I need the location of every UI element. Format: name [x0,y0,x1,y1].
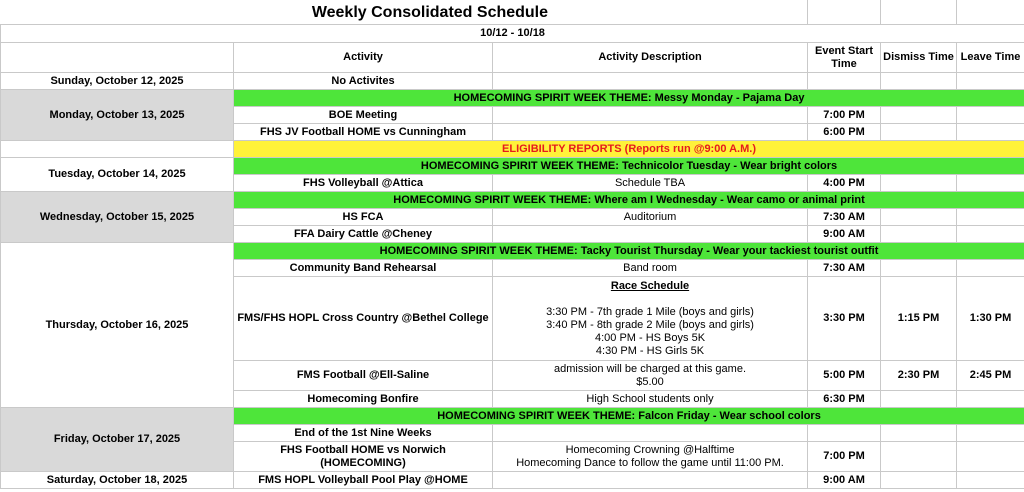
description-cell: Schedule TBA [493,175,808,192]
activity-cell: FHS JV Football HOME vs Cunningham [234,124,493,141]
activity-cell: FHS Football HOME vs Norwich (HOMECOMING) [234,442,493,472]
header-dismiss: Dismiss Time [881,43,957,73]
spirit-theme-banner: HOMECOMING SPIRIT WEEK THEME: Where am I Wednesday - Wear camo or animal print [234,192,1024,209]
start-time: 6:00 PM [808,124,881,141]
leave-time: 2:45 PM [957,361,1024,391]
activity-cell: BOE Meeting [234,107,493,124]
start-time: 7:30 AM [808,209,881,226]
activity-cell: FHS Volleyball @Attica [234,175,493,192]
day-label: Monday, October 13, 2025 [1,90,234,141]
header-leave: Leave Time [957,43,1024,73]
table-row [1,408,1024,425]
table-row [1,141,1024,158]
day-label: Wednesday, October 15, 2025 [1,192,234,243]
race-schedule-title: Race Schedule [610,279,690,292]
description-cell: admission will be charged at this game. $5.00 [493,361,808,391]
sheet-title: Weekly Consolidated Schedule [1,1,808,25]
activity-cell: No Activites [234,73,493,90]
header-description: Activity Description [493,43,808,73]
activity-cell: FFA Dairy Cattle @Cheney [234,226,493,243]
start-time: 6:30 PM [808,391,881,408]
activity-cell: HS FCA [234,209,493,226]
start-time: 7:30 AM [808,260,881,277]
dismiss-time: 2:30 PM [881,361,957,391]
title-row [1,1,1024,25]
spirit-theme-banner: HOMECOMING SPIRIT WEEK THEME: Tacky Tourist Thursday - Wear your tackiest tourist outfit [234,243,1024,260]
eligibility-banner: ELIGIBILITY REPORTS (Reports run @9:00 A.M.) [234,141,1024,158]
start-time: 5:00 PM [808,361,881,391]
day-label: Saturday, October 18, 2025 [1,472,234,489]
dismiss-time: 1:15 PM [881,277,957,361]
table-row [1,472,1024,489]
description-cell: High School students only [493,391,808,408]
spirit-theme-banner: HOMECOMING SPIRIT WEEK THEME: Messy Monday - Pajama Day [234,90,1024,107]
table-row [1,192,1024,209]
spirit-theme-banner: HOMECOMING SPIRIT WEEK THEME: Falcon Friday - Wear school colors [234,408,1024,425]
activity-cell: Community Band Rehearsal [234,260,493,277]
table-row [1,158,1024,175]
table-row [1,73,1024,90]
day-label: Tuesday, October 14, 2025 [1,158,234,192]
date-range-row [1,25,1024,43]
description-cell: Band room [493,260,808,277]
start-time: 4:00 PM [808,175,881,192]
day-label: Sunday, October 12, 2025 [1,73,234,90]
header-activity: Activity [234,43,493,73]
race-line: 4:30 PM - HS Girls 5K [595,344,705,357]
activity-cell: Homecoming Bonfire [234,391,493,408]
spirit-theme-banner: HOMECOMING SPIRIT WEEK THEME: Technicolor Tuesday - Wear bright colors [234,158,1024,175]
description-cell: Homecoming Crowning @Halftime Homecoming Dance to follow the game until 11:00 PM. [493,442,808,472]
race-line: 4:00 PM - HS Boys 5K [594,331,706,344]
date-range: 10/12 - 10/18 [1,25,1024,43]
day-label: Thursday, October 16, 2025 [1,243,234,408]
header-row [1,43,1024,73]
table-row [1,243,1024,260]
race-schedule-cell [493,277,808,361]
start-time: 3:30 PM [808,277,881,361]
race-line: 3:30 PM - 7th grade 1 Mile (boys and girls) [546,305,754,318]
start-time: 9:00 AM [808,472,881,489]
leave-time: 1:30 PM [957,277,1024,361]
activity-cell: FMS Football @Ell-Saline [234,361,493,391]
description-cell: Auditorium [493,209,808,226]
race-line: 3:40 PM - 8th grade 2 Mile (boys and girls) [546,318,754,331]
activity-cell: End of the 1st Nine Weeks [234,425,493,442]
start-time: 9:00 AM [808,226,881,243]
day-label: Friday, October 17, 2025 [1,408,234,472]
start-time: 7:00 PM [808,107,881,124]
header-event-start: Event Start Time [808,43,881,73]
start-time: 7:00 PM [808,442,881,472]
activity-cell: FMS HOPL Volleyball Pool Play @HOME [234,472,493,489]
activity-cell: FMS/FHS HOPL Cross Country @Bethel College [234,277,493,361]
table-row [1,90,1024,107]
